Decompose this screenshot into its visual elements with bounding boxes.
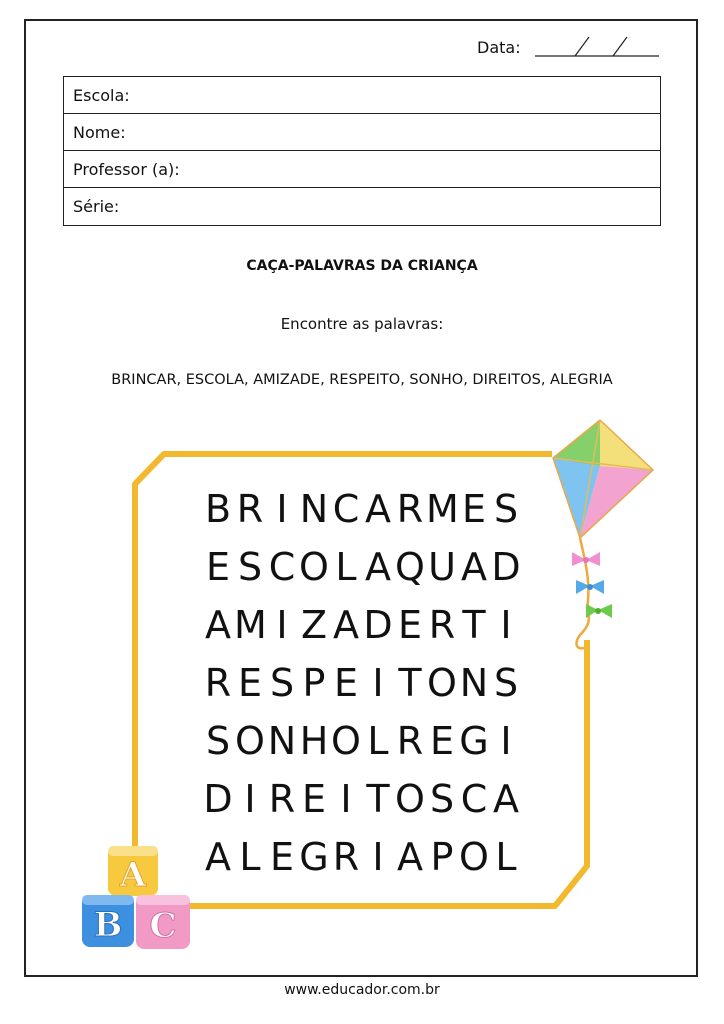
svg-text:B: B	[93, 905, 123, 945]
grid-letter[interactable]: P	[302, 661, 326, 705]
grid-row	[160, 828, 564, 886]
grid-letter[interactable]: E	[397, 603, 422, 647]
grid-letter[interactable]: E	[333, 661, 358, 705]
grid-letter[interactable]: I	[500, 719, 512, 763]
grid-letter[interactable]: A	[205, 603, 231, 647]
grid-letter[interactable]: A	[397, 835, 423, 879]
grid-row	[160, 538, 564, 596]
grid-letter[interactable]: O	[427, 661, 457, 705]
grid-letter[interactable]: N	[459, 661, 489, 705]
grid-letter[interactable]: Q	[395, 545, 425, 589]
grid-letter[interactable]: B	[204, 487, 232, 531]
grid-letter[interactable]: M	[234, 603, 267, 647]
grid-letter[interactable]: D	[491, 545, 521, 589]
grid-letter[interactable]: O	[395, 777, 425, 821]
grid-letter[interactable]: I	[276, 603, 288, 647]
grid-letter[interactable]: R	[396, 719, 424, 763]
grid-letter[interactable]: S	[493, 487, 519, 531]
grid-letter[interactable]: I	[500, 603, 512, 647]
school-label: Escola:	[73, 85, 130, 105]
grid-letter[interactable]: A	[461, 545, 487, 589]
grid-letter[interactable]: E	[461, 487, 486, 531]
grid-letter[interactable]: R	[396, 487, 424, 531]
name-label: Nome:	[73, 122, 126, 142]
activity-instruction: Encontre as palavras:	[280, 315, 444, 333]
grid-letter[interactable]: T	[462, 603, 486, 647]
grid-letter[interactable]: E	[429, 719, 454, 763]
grid-letter[interactable]: O	[331, 719, 361, 763]
grid-letter[interactable]: C	[268, 545, 296, 589]
grid-letter[interactable]: M	[426, 487, 459, 531]
grid-letter[interactable]: S	[205, 719, 231, 763]
grid-letter[interactable]: L	[239, 835, 261, 879]
grid-letter[interactable]: A	[333, 603, 359, 647]
grid-letter[interactable]: E	[301, 777, 326, 821]
grid-letter[interactable]: A	[365, 545, 391, 589]
word-list: BRINCAR, ESCOLA, AMIZADE, RESPEITO, SONHO, DIREITOS, ALEGRIA	[111, 372, 613, 388]
grid-letter[interactable]: C	[460, 777, 488, 821]
grid-letter[interactable]: E	[237, 661, 262, 705]
grid-letter[interactable]: I	[372, 661, 384, 705]
grid-letter[interactable]: I	[244, 777, 256, 821]
grid-letter[interactable]: N	[267, 719, 297, 763]
grid-letter[interactable]: N	[299, 487, 329, 531]
grid-letter[interactable]: A	[365, 487, 391, 531]
date-label: Data:	[477, 38, 521, 57]
svg-text:C: C	[149, 906, 177, 946]
activity-title: CAÇA-PALAVRAS DA CRIANÇA	[246, 258, 478, 274]
grid-row	[160, 712, 564, 770]
grid-letter[interactable]: O	[299, 545, 329, 589]
grid-letter[interactable]: A	[493, 777, 519, 821]
svg-text:A: A	[119, 855, 147, 895]
grid-letter[interactable]: I	[276, 487, 288, 531]
grid-row	[160, 654, 564, 712]
grid-letter[interactable]: O	[459, 835, 489, 879]
grade-label: Série:	[73, 197, 120, 216]
grid-letter[interactable]: R	[428, 603, 456, 647]
grid-row	[160, 480, 564, 538]
teacher-label: Professor (a):	[73, 159, 180, 179]
grid-letter[interactable]: L	[495, 835, 517, 879]
grid-letter[interactable]: I	[340, 777, 352, 821]
grid-letter[interactable]: D	[203, 777, 233, 821]
grid-letter[interactable]: C	[332, 487, 360, 531]
grid-letter[interactable]: E	[205, 545, 230, 589]
grid-letter[interactable]: S	[429, 777, 455, 821]
grid-row	[160, 596, 564, 654]
grid-letter[interactable]: R	[332, 835, 360, 879]
grid-letter[interactable]: R	[204, 661, 232, 705]
footer-site: www.educador.com.br	[284, 982, 440, 998]
grid-letter[interactable]: S	[237, 545, 263, 589]
grid-letter[interactable]: T	[366, 777, 390, 821]
grid-letter[interactable]: L	[367, 719, 389, 763]
grid-letter[interactable]: S	[269, 661, 295, 705]
grid-letter[interactable]: R	[236, 487, 264, 531]
grid-letter[interactable]: R	[268, 777, 296, 821]
grid-row	[160, 770, 564, 828]
grid-letter[interactable]: G	[459, 719, 489, 763]
kite-icon	[553, 420, 653, 648]
grid-letter[interactable]: P	[430, 835, 454, 879]
grid-letter[interactable]: D	[363, 603, 393, 647]
grid-letter[interactable]: L	[335, 545, 357, 589]
grid-letter[interactable]: G	[299, 835, 329, 879]
grid-letter[interactable]: E	[269, 835, 294, 879]
grid-letter[interactable]: S	[493, 661, 519, 705]
word-search-grid	[160, 480, 564, 886]
grid-letter[interactable]: Z	[300, 603, 328, 647]
grid-letter[interactable]: O	[235, 719, 265, 763]
grid-letter[interactable]: I	[372, 835, 384, 879]
grid-letter[interactable]: T	[398, 661, 422, 705]
grid-letter[interactable]: A	[205, 835, 231, 879]
grid-letter[interactable]: H	[299, 719, 329, 763]
grid-letter[interactable]: U	[428, 545, 456, 589]
